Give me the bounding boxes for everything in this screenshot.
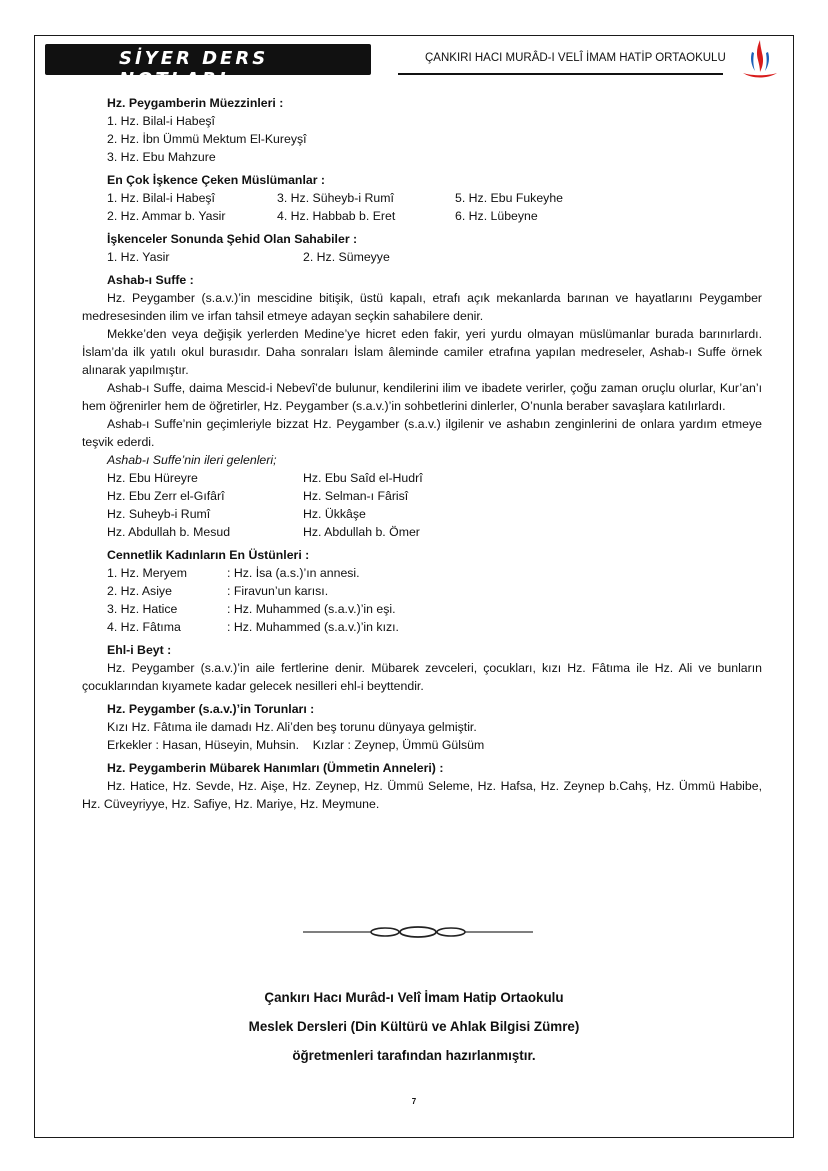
list-item: Hz. Ebu Hüreyre — [107, 471, 198, 485]
cennet-section — [82, 546, 762, 636]
list-item: 2. Hz. İbn Ümmü Mektum El-Kureyşî — [107, 132, 307, 146]
paragraph: Erkekler : Hasan, Hüseyin, Muhsin. Kızlar : Zeynep, Ümmü Gülsüm — [107, 738, 485, 752]
footer-line: Çankırı Hacı Murâd-ı Velî İmam Hatip Ortaokulu — [264, 990, 564, 1005]
section-title: En Çok İşkence Çeken Müslümanlar : — [107, 173, 325, 187]
list-item: 1. Hz. Yasir — [107, 250, 170, 264]
table-row — [107, 469, 762, 487]
paragraph: Hz. Hatice, Hz. Sevde, Hz. Aişe, Hz. Zeynep, Hz. Ümmü Seleme, Hz. Hafsa, Hz. Zeynep b.Cahş, Hz. Ümmü Habibe, Hz. Cüveyriyye, Hz. Safiye, Hz. Mariye, Hz. Meymune. — [82, 779, 762, 811]
footer-line: Meslek Dersleri (Din Kültürü ve Ahlak Bilgisi Zümre) — [248, 1019, 580, 1034]
table-row — [107, 207, 762, 225]
list-item: Hz. Suheyb-i Rumî — [107, 507, 211, 521]
table-row — [107, 248, 762, 266]
ornament-divider-icon — [303, 922, 533, 942]
muezzinler-section — [82, 94, 762, 166]
list-item: 4. Hz. Fâtıma — [107, 620, 181, 634]
section-title: Ehl-i Beyt : — [107, 643, 172, 657]
section-title: Hz. Peygamber (s.a.v.)’in Torunları : — [107, 702, 315, 716]
list-item: 2. Hz. Ammar b. Yasir — [107, 209, 226, 223]
suffe-section — [82, 271, 762, 541]
section-title: Hz. Peygamberin Mübarek Hanımları (Ümmetin Anneleri) : — [107, 761, 444, 775]
list-item: : Hz. Muhammed (s.a.v.)’in eşi. — [227, 602, 396, 616]
list-item: 1. Hz. Bilal-i Habeşî — [107, 114, 215, 128]
section-title: Ashab-ı Suffe : — [107, 273, 194, 287]
paragraph: Mekke’den veya değişik yerlerden Medine’ye hicret eden fakir, yeri yurdu olmayan müslümanlar burada barınırlardı. İslam’da ilk yatılı okul burasıdır. Daha sonraları İslam âleminde camiler etrafına yapılan medreseler, Ashab-ı Suffe örnek alınarak yapılmıştır. — [82, 327, 762, 377]
torunlar-section — [82, 700, 762, 754]
list-item: 3. Hz. Hatice — [107, 602, 178, 616]
list-item: 3. Hz. Ebu Mahzure — [107, 150, 216, 164]
list-item: : Firavun’un karısı. — [227, 584, 329, 598]
table-row — [107, 600, 762, 618]
list-item: 5. Hz. Ebu Fukeyhe — [455, 191, 563, 205]
ehlibeyt-section — [82, 641, 762, 695]
table-row — [107, 582, 762, 600]
list-item: Hz. Ükkâşe — [303, 507, 366, 521]
header-rule — [398, 73, 723, 75]
sehid-section — [82, 230, 762, 266]
table-row — [107, 564, 762, 582]
iskence-section — [82, 171, 762, 225]
list-item: : Hz. Muhammed (s.a.v.)’in kızı. — [227, 620, 399, 634]
section-title: Hz. Peygamberin Müezzinleri : — [107, 96, 284, 110]
table-row — [107, 523, 762, 541]
subsection-title: Ashab-ı Suffe’nin ileri gelenleri; — [107, 453, 277, 467]
list-item: 2. Hz. Asiye — [107, 584, 172, 598]
flame-logo-icon — [740, 38, 780, 82]
paragraph: Ashab-ı Suffe’nin geçimleriyle bizzat Hz. Peygamber (s.a.v.) ilgilenir ve ashabın zenginlerini de onlara yardım etmeye teşvik ederdi. — [82, 417, 762, 449]
list-item: 6. Hz. Lübeyne — [455, 209, 538, 223]
list-item: Hz. Ebu Saîd el-Hudrî — [303, 471, 423, 485]
paragraph: Hz. Peygamber (s.a.v.)’in mescidine bitişik, üstü kapalı, etrafı açık mekanlarda barınan ve hayatlarını Peygamber medresesinden ilim ve irfan tahsil etmeye adayan seçkin sahabilere denir. — [82, 291, 762, 323]
list-item: 1. Hz. Bilal-i Habeşî — [107, 191, 215, 205]
list-item: 2. Hz. Sümeyye — [303, 250, 390, 264]
footer-credits — [34, 983, 794, 1070]
page-number: 7 — [411, 1097, 417, 1106]
table-row — [107, 487, 762, 505]
page-content — [82, 94, 762, 818]
list-item: Hz. Abdullah b. Mesud — [107, 525, 231, 539]
table-row — [107, 618, 762, 636]
list-item: 4. Hz. Habbab b. Eret — [277, 209, 396, 223]
table-row — [107, 505, 762, 523]
list-item: Hz. Selman-ı Fârisî — [303, 489, 409, 503]
paragraph: Ashab-ı Suffe, daima Mescid-i Nebevî’de bulunur, kendilerini ilim ve ibadete verirler, çoğu zaman oruçlu olurlar, Kur’an’ı hem öğrenirler hem de öğretirler, Hz. Peygamber (s.a.v.)’in sohbetlerini dinlerler, O’nunla beraber savaşlara katılırlardı. — [82, 381, 762, 413]
footer-line: öğretmenleri tarafından hazırlanmıştır. — [292, 1048, 536, 1063]
paragraph: Hz. Peygamber (s.a.v.)’in aile fertlerine denir. Mübarek zevceleri, çocukları, kızı Hz. Fâtıma ile Hz. Ali ve bunların çocuklarından kıyamete kadar gelecek nesilleri ehl-i beyttendir. — [82, 661, 762, 693]
header-banner — [45, 44, 371, 90]
section-title: İşkenceler Sonunda Şehid Olan Sahabiler : — [107, 232, 358, 246]
list-item: Hz. Abdullah b. Ömer — [303, 525, 420, 539]
paragraph: Kızı Hz. Fâtıma ile damadı Hz. Ali’den beş torunu dünyaya gelmiştir. — [107, 720, 477, 734]
list-item: 1. Hz. Meryem — [107, 566, 187, 580]
banner-title: SİYER DERS NOTLARI — [119, 48, 269, 90]
hanimlar-section — [82, 759, 762, 813]
section-title: Cennetlik Kadınların En Üstünleri : — [107, 548, 310, 562]
list-item: Hz. Ebu Zerr el-Gıfârî — [107, 489, 225, 503]
list-item: 3. Hz. Süheyb-i Rumî — [277, 191, 394, 205]
list-item: : Hz. İsa (a.s.)’ın annesi. — [227, 566, 360, 580]
school-name: ÇANKIRI HACI MURÂD-I VELÎ İMAM HATİP ORTAOKULU — [425, 52, 726, 64]
table-row — [107, 189, 762, 207]
